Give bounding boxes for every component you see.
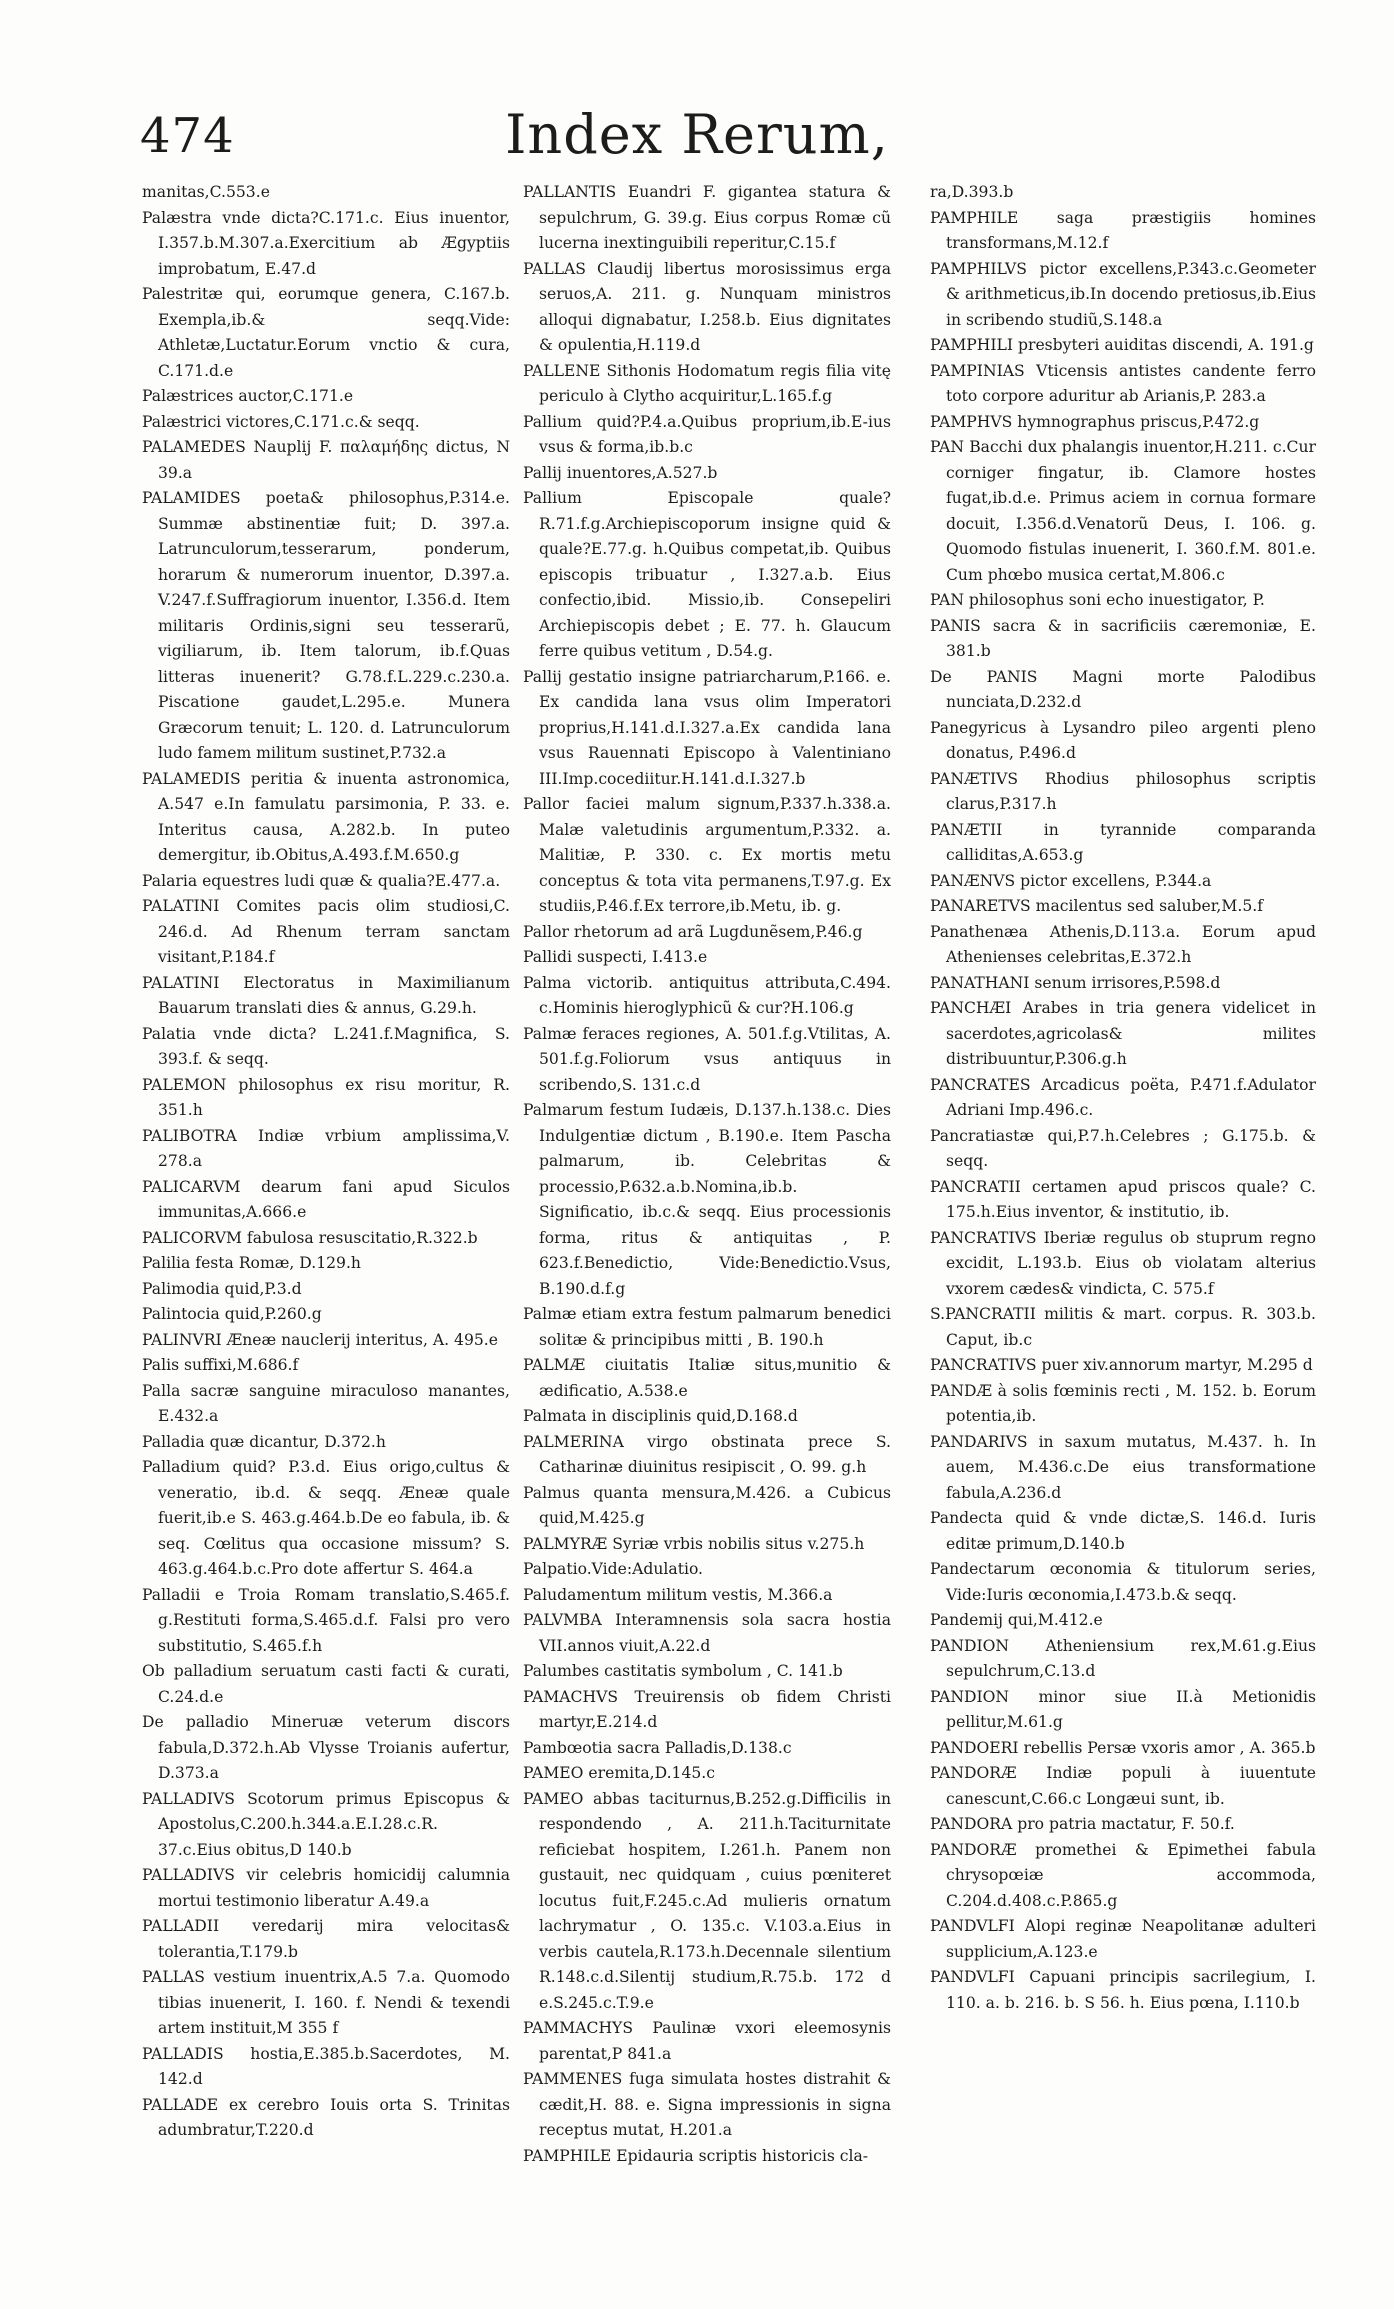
index-entry: Palladia quæ dicantur, D.372.h (142, 1432, 386, 1451)
index-entry: PALVMBA Interamnensis sola sacra hostia VII.annos viuit,A.22.d (523, 1611, 891, 1655)
index-entry: PANCRATIVS Iberiæ regulus ob stuprum regno excidit, L.193.b. Eius ob violatam alterius vxorem cædes& vindicta, C. 575.f (930, 1228, 1316, 1298)
index-entry: PALATINI Comites pacis olim studiosi,C. 246.d. Ad Rhenum terram sanctam visitant,P.184.f (142, 897, 510, 966)
index-entry: PANCRATII certamen apud priscos quale? C. 175.h.Eius inventor, & institutio, ib. (930, 1177, 1316, 1221)
index-entry: Palmata in disciplinis quid,D.168.d (523, 1407, 798, 1425)
index-entry: Panegyricus à Lysandro pileo argenti pleno donatus, P.496.d (930, 718, 1316, 762)
index-entry: Palumbes castitatis symbolum , C. 141.b (523, 1662, 843, 1680)
page-number: 474 (140, 108, 235, 164)
index-entry: PALICARVM dearum fani apud Siculos immunitas,A.666.e (142, 1177, 510, 1221)
index-entry: PANÆTIVS Rhodius philosophus scriptis clarus,P.317.h (930, 769, 1316, 813)
index-entry: PALMÆ ciuitatis Italiæ situs,munitio & ædificatio, A.538.e (523, 1356, 891, 1400)
index-entry: PANÆNVS pictor excellens, P.344.a (930, 871, 1212, 890)
index-entry: PANCRATES Arcadicus poëta, P.471.f.Adulator Adriani Imp.496.c. (930, 1075, 1316, 1119)
index-entry: PALINVRI Æneæ nauclerij interitus, A. 495.e (142, 1330, 498, 1349)
index-entry: Pallij gestatio insigne patriarcharum,P.166. e. Ex candida lana vsus olim Imperatori proprius,H.141.d.I.327.a.Ex candida lana vsus Rauennati Episcopo à Valentiniano III.Imp.cocediitur.H.141.d.I.327.b (523, 667, 891, 788)
index-entry: ra,D.393.b (930, 183, 1014, 201)
index-entry: PANARETVS macilentus sed saluber,M.5.f (930, 897, 1263, 915)
index-entry: Pandecta quid & vnde dictæ,S. 146.d. Iuris editæ primum,D.140.b (930, 1509, 1316, 1553)
index-entry: PALLADIVS Scotorum primus Episcopus & Apostolus,C.200.h.344.a.E.I.28.c.R. 37.c.Eius obitus,D 140.b (142, 1789, 510, 1859)
index-entry: PALATINI Electoratus in Maximilianum Bauarum translati dies & annus, G.29.h. (142, 973, 510, 1017)
index-entry: PANDARIVS in saxum mutatus, M.437. h. In auem, M.436.c.De eius transformatione fabula,A.236.d (930, 1432, 1316, 1502)
index-entry: PALICORVM fabulosa resuscitatio,R.322.b (142, 1228, 478, 1247)
index-entry: PAN philosophus soni echo inuestigator, P. (930, 591, 1265, 609)
index-entry: S.PANCRATII militis & mart. corpus. R. 303.b. Caput, ib.c (930, 1305, 1316, 1349)
index-entry: PALMYRÆ Syriæ vrbis nobilis situs v.275.h (523, 1534, 865, 1553)
index-entry: De PANIS Magni morte Palodibus nunciata,D.232.d (930, 667, 1316, 711)
index-entry: PALLADIS hostia,E.385.b.Sacerdotes, M. 142.d (142, 2044, 510, 2088)
index-entry: PAMMACHYS Paulinæ vxori eleemosynis parentat,P 841.a (523, 2019, 891, 2063)
index-entry: Pandectarum œconomia & titulorum series, Vide:Iuris œconomia,I.473.b.& seqq. (930, 1560, 1316, 1604)
index-entry: PANATHANI senum irrisores,P.598.d (930, 973, 1221, 992)
index-entry: PANDORÆ Indiæ populi à iuuentute canescunt,C.66.c Longæui sunt, ib. (930, 1764, 1316, 1808)
index-entry: Pandemij qui,M.412.e (930, 1611, 1103, 1629)
index-entry: PANDOERI rebellis Persæ vxoris amor , A. 365.b (930, 1738, 1316, 1757)
index-entry: De palladio Mineruæ veterum discors fabula,D.372.h.Ab Vlysse Troianis aufertur, D.373.a (142, 1713, 510, 1782)
index-entry: Pallor faciei malum signum,P.337.h.338.a. Malæ valetudinis argumentum,P.332. a. Malitiæ, P. 330. c. Ex mortis metu conceptus & tota vita permanens,T.97.g. Ex studiis,P.46.f.Ex terrore,ib.Metu, ib. g. (523, 795, 891, 915)
index-entry: PAMPHILI presbyteri auiditas discendi, A. 191.g (930, 336, 1314, 354)
index-entry: PALLADE ex cerebro Iouis orta S. Trinitas adumbratur,T.220.d (142, 2095, 510, 2139)
index-entry: PAMEO eremita,D.145.c (523, 1764, 715, 1782)
index-entry: Palmus quanta mensura,M.426. a Cubicus quid,M.425.g (523, 1483, 891, 1527)
index-entry: Palæstrices auctor,C.171.e (142, 387, 354, 405)
index-entry: Palladium quid? P.3.d. Eius origo,cultus & veneratio, ib.d. & seqq. Æneæ quale fuerit,ib.e S. 463.g.464.b.De eo fabula, ib. & seq. Cœlitus qua occasione missum? S. 463.g.464.b.c.Pro dote affertur S. 464.a (142, 1458, 510, 1578)
index-entry: PANCHÆI Arabes in tria genera videlicet in sacerdotes,agricolas& milites distribuuntur,P.306.g.h (930, 999, 1316, 1068)
index-entry: PALMERINA virgo obstinata prece S. Catharinæ diuinitus resipiscit , O. 99. g.h (523, 1432, 891, 1476)
index-entry: Palæstrici victores,C.171.c.& seqq. (142, 412, 420, 431)
index-entry: Panathenæa Athenis,D.113.a. Eorum apud Athenienses celebritas,E.372.h (930, 922, 1316, 966)
index-entry: PALLADIVS vir celebris homicidij calumnia mortui testimonio liberatur A.49.a (142, 1866, 510, 1910)
index-entry: PALAMEDES Nauplij F. παλαμήδης dictus, N 39.a (142, 438, 510, 482)
index-entry: PALIBOTRA Indiæ vrbium amplissima,V. 278.a (142, 1126, 510, 1170)
index-entry: Palla sacræ sanguine miraculoso manantes, E.432.a (142, 1381, 510, 1425)
index-entry: PAMPHVS hymnographus priscus,P.472.g (930, 412, 1260, 431)
index-entry: Palæstra vnde dicta?C.171.c. Eius inuentor, I.357.b.M.307.a.Exercitium ab Ægyptiis improbatum, E.47.d (142, 208, 510, 278)
index-entry: PANCRATIVS puer xiv.annorum martyr, M.295 d (930, 1356, 1313, 1374)
index-entry: Palma victorib. antiquitus attributa,C.494. c.Hominis hieroglyphicũ & cur?H.106.g (523, 973, 891, 1017)
index-entry: Ob palladium seruatum casti facti & curati, C.24.d.e (142, 1662, 510, 1706)
index-entry: Pallium quid?P.4.a.Quibus proprium,ib.E-ius vsus & forma,ib.b.c (523, 412, 891, 456)
index-entry: Palladii e Troia Romam translatio,S.465.f. g.Restituti forma,S.465.d.f. Falsi pro vero substitutio, S.465.f.h (142, 1585, 510, 1655)
index-entry: PALAMIDES poeta& philosophus,P.314.e. Summæ abstinentiæ fuit; D. 397.a. Latrunculorum,tesserarum, ponderum, horarum & numerorum inuentor, D.397.a. V.247.f.Suffragiorum inuentor, I.356.d. Item militaris Ordinis,signi seu tesserarũ, vigiliarum, ib. Item talorum, ib.f.Quas litteras inuenerit? G.78.f.L.229.c.230.a. Piscatione gaudet,L.295.e. Munera Græcorum tenuit; L. 120. d. Latrunculorum ludo famem militum sustinet,P.732.a (142, 489, 510, 762)
index-entry: PAMPHILVS pictor excellens,P.343.c.Geometer & arithmeticus,ib.In docendo pretiosus,ib.Eius in scribendo studiũ,S.148.a (930, 259, 1316, 329)
index-entry: PANIS sacra & in sacrificiis cæremoniæ, E. 381.b (930, 616, 1316, 660)
index-entry: PANÆTII in tyrannide comparanda calliditas,A.653.g (930, 820, 1316, 864)
index-entry: PANDION Atheniensium rex,M.61.g.Eius sepulchrum,C.13.d (930, 1636, 1316, 1680)
index-entry: Pambœotia sacra Palladis,D.138.c (523, 1738, 792, 1757)
index-entry: PANDION minor siue II.à Metionidis pellitur,M.61.g (930, 1687, 1316, 1731)
running-title: Index Rerum, (505, 103, 889, 166)
index-entry: PAMPHILE Epidauria scriptis historicis cla- (523, 2146, 869, 2165)
index-entry: PALEMON philosophus ex risu moritur, R. 351.h (142, 1075, 510, 1119)
index-entry: PANDÆ à solis fœminis recti , M. 152. b. Eorum potentia,ib. (930, 1381, 1316, 1425)
index-entry: Palilia festa Romæ, D.129.h (142, 1254, 361, 1272)
index-entry: Palpatio.Vide:Adulatio. (523, 1560, 704, 1578)
index-entry: Palimodia quid,P.3.d (142, 1279, 302, 1298)
index-entry: Palis suffixi,M.686.f (142, 1356, 299, 1374)
index-entry: Pallor rhetorum ad arã Lugdunẽsem,P.46.g (523, 922, 863, 941)
index-entry: Pancratiastæ qui,P.7.h.Celebres ; G.175.b. & seqq. (930, 1126, 1316, 1170)
index-entry: Pallidi suspecti, I.413.e (523, 948, 708, 966)
index-entry: PANDORÆ promethei & Epimethei fabula chrysopœiæ accommoda, C.204.d.408.c.P.865.g (930, 1840, 1316, 1910)
index-entry: PAMPINIAS Vticensis antistes candente ferro toto corpore aduritur ab Arianis,P. 283.a (930, 361, 1316, 405)
index-entry: PAMMENES fuga simulata hostes distrahit & cædit,H. 88. e. Signa impressionis in signa receptus mutat, H.201.a (523, 2070, 891, 2139)
index-column-middle (523, 180, 891, 2169)
index-entry: Pallij inuentores,A.527.b (523, 463, 718, 482)
index-entry: PANDVLFI Capuani principis sacrilegium, I. 110. a. b. 216. b. S 56. h. Eius pœna, I.110.b (930, 1968, 1316, 2012)
index-entry: Palaria equestres ludi quæ & qualia?E.477.a. (142, 871, 501, 890)
index-entry: PANDORA pro patria mactatur, F. 50.f. (930, 1815, 1235, 1833)
index-entry: Palmæ etiam extra festum palmarum benedici solitæ & principibus mitti , B. 190.h (523, 1305, 891, 1349)
index-entry: Palmæ feraces regiones, A. 501.f.g.Vtilitas, A. 501.f.g.Foliorum vsus antiquus in scribendo,S. 131.c.d (523, 1024, 891, 1094)
index-entry: PANDVLFI Alopi reginæ Neapolitanæ adulteri supplicium,A.123.e (930, 1917, 1316, 1961)
index-entry: PALAMEDIS peritia & inuenta astronomica, A.547 e.In famulatu parsimonia, P. 33. e. Interitus causa, A.282.b. In puteo demergitur, ib.Obitus,A.493.f.M.650.g (142, 769, 510, 864)
index-entry: PALLAS vestium inuentrix,A.5 7.a. Quomodo tibias inuenerit, I. 160. f. Nendi & texendi artem instituit,M 355 f (142, 1968, 510, 2037)
index-entry: Palmarum festum Iudæis, D.137.h.138.c. Dies Indulgentiæ dictum , B.190.e. Item Pascha palmarum, ib. Celebritas & processio,P.632.a.b.Nomina,ib.b. Significatio, ib.c.& seqq. Eius processionis forma, ritus & antiquitas , P. 623.f.Benedictio, Vide:Benedictio.Vsus, B.190.d.f.g (523, 1101, 891, 1298)
index-entry: Pallium Episcopale quale?R.71.f.g.Archiepiscoporum insigne quid & quale?E.77.g. h.Quibus competat,ib. Quibus episcopis tribuatur , I.327.a.b. Eius confectio,ibid. Missio,ib. Consepeliri Archiepiscopis debet ; E. 77. h. Glaucum ferre quibus vetitum , D.54.g. (523, 489, 891, 660)
index-entry: Palestritæ qui, eorumque genera, C.167.b. Exempla,ib.& seqq.Vide: Athletæ,Luctatur.Eorum vnctio & cura, C.171.d.e (142, 285, 510, 380)
index-entry: PAMACHVS Treuirensis ob fidem Christi martyr,E.214.d (523, 1687, 891, 1731)
index-entry: PALLAS Claudij libertus morosissimus erga seruos,A. 211. g. Nunquam ministros alloqui dignabatur, I.258.b. Eius dignitates & opulentia,H.119.d (523, 259, 891, 354)
index-entry: PALLENE Sithonis Hodomatum regis filia vitę periculo à Clytho acquiritur,L.165.f.g (523, 361, 891, 405)
index-entry: manitas,C.553.e (142, 183, 270, 201)
index-entry: PAMPHILE saga præstigiis homines transformans,M.12.f (930, 208, 1316, 252)
index-entry: PAMEO abbas taciturnus,B.252.g.Difficilis in respondendo , A. 211.h.Taciturnitate reficiebat hospitem, I.261.h. Panem non gustauit, nec quidquam , cuius pœniteret locutus fuit,F.245.c.Ad mulieris ornatum lachrymatur , O. 135.c. V.103.a.Eius in verbis cautela,R.173.h.Decennale silentium R.148.c.d.Silentij studium,R.75.b. 172 d e.S.245.c.T.9.e (523, 1789, 891, 2012)
index-entry: PALLANTIS Euandri F. gigantea statura & sepulchrum, G. 39.g. Eius corpus Romæ cũ lucerna inextinguibili reperitur,C.15.f (523, 183, 891, 252)
index-entry: PALLADII veredarij mira velocitas& tolerantia,T.179.b (142, 1917, 510, 1961)
index-entry: Palintocia quid,P.260.g (142, 1305, 322, 1323)
index-column-right (930, 180, 1316, 2016)
index-column-left (142, 180, 510, 2144)
index-entry: Paludamentum militum vestis, M.366.a (523, 1585, 833, 1604)
index-entry: Palatia vnde dicta? L.241.f.Magnifica, S. 393.f. & seqq. (142, 1024, 510, 1068)
index-entry: PAN Bacchi dux phalangis inuentor,H.211. c.Cur corniger fingatur, ib. Clamore hostes fugat,ib.d.e. Primus aciem in cornua formare docuit, I.356.d.Venatorũ Deus, I. 106. g. Quomodo fistulas inuenerit, I. 360.f.M. 801.e. Cum phœbo musica certat,M.806.c (930, 438, 1316, 584)
